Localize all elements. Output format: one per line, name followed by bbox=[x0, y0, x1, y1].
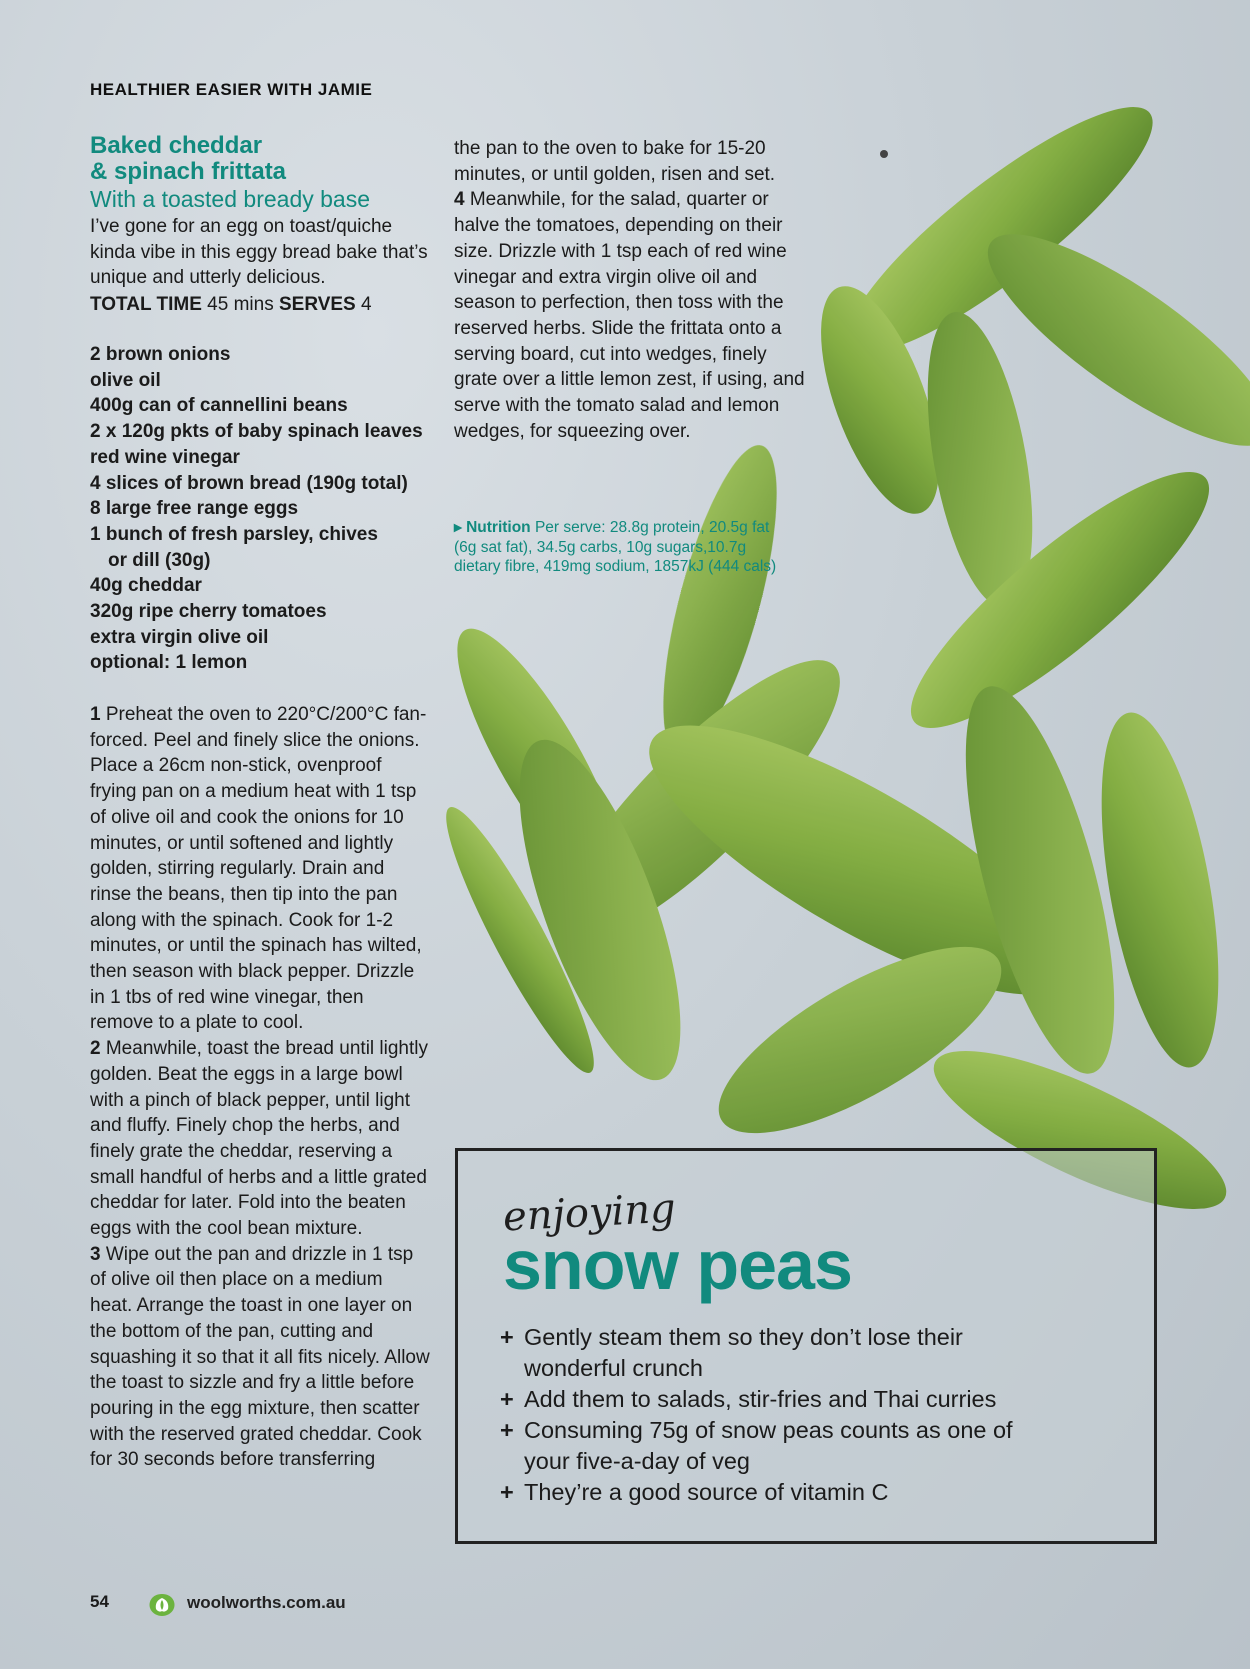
ingredient: 40g cheddar bbox=[90, 575, 202, 597]
ingredient: red wine vinegar bbox=[90, 446, 240, 468]
tip-text: Consuming 75g of snow peas counts as one of your five-a-day of veg bbox=[524, 1417, 1013, 1474]
step-text: Wipe out the pan and drizzle in 1 tsp of olive oil then place on a medium heat. Arrange the toast in one layer on the bottom of the pan, cutting and squashing it so that it all fits nicely. Allow the toast to sizzle and fry a little before pouring in the egg mixture, then scatter with the reserved grated cheddar. Cook for 30 seconds before transferring bbox=[90, 1243, 430, 1471]
recipe-title bbox=[90, 133, 430, 185]
step-text: Meanwhile, for the salad, quarter or halve the tomatoes, depending on their size. Drizzle with 1 tsp each of red wine vinegar and extra virgin olive oil and season to perfection, then toss with the reserved herbs. Slide the frittata onto a serving board, cut into wedges, finely grate over a little lemon zest, if using, and serve with the tomato salad and lemon wedges, for squeezing over. bbox=[454, 189, 805, 442]
total-time-label: TOTAL TIME bbox=[90, 294, 202, 315]
recipe-subtitle: With a toasted bready base bbox=[90, 186, 370, 212]
ingredient: 1 bunch of fresh parsley, chives bbox=[90, 523, 378, 545]
tip-item bbox=[500, 1322, 1060, 1384]
ingredient: 4 slices of brown bread (190g total) bbox=[90, 472, 408, 494]
method-step bbox=[454, 187, 814, 444]
tip-script-heading: enjoying bbox=[501, 1185, 677, 1241]
ingredients-list bbox=[90, 342, 430, 676]
tip-list bbox=[500, 1322, 1060, 1508]
woolworths-logo-icon bbox=[146, 1590, 178, 1618]
page-number: 54 bbox=[90, 1592, 109, 1611]
ingredient: 2 brown onions bbox=[90, 344, 231, 365]
ingredient: olive oil bbox=[90, 369, 161, 391]
plus-icon: + bbox=[500, 1386, 514, 1412]
step-number: 2 bbox=[90, 1038, 101, 1060]
ingredient: extra virgin olive oil bbox=[90, 626, 269, 648]
ingredient: optional: 1 lemon bbox=[90, 652, 248, 674]
step-number: 1 bbox=[90, 704, 101, 725]
step-text: Preheat the oven to 220°C/200°C fan-forced. Peel and finely slice the onions. Place a 26cm non-stick, ovenproof frying pan on a medium heat with 1 tsp of olive oil and cook the onions for 10 minutes, or until softened and lightly golden, stirring regularly. Drain and rinse the beans, then tip into the pan along with the spinach. Cook for 1-2 minutes, or until the spinach has wilted, then season with black pepper. Drizzle in 1 tbs of red wine vinegar, then remove to a plate to cool. bbox=[90, 704, 427, 1034]
method-column-2 bbox=[454, 136, 814, 444]
ingredient: 8 large free range eggs bbox=[90, 498, 299, 520]
recipe-title-line1: Baked cheddar bbox=[90, 132, 263, 159]
method-step bbox=[90, 1036, 430, 1242]
step-text: Meanwhile, toast the bread until lightly golden. Beat the eggs in a large bowl with a pinch of black pepper, until light and fluffy. Finely chop the herbs, and finely grate the cheddar, reserving a small handful of herbs and a little grated cheddar for later. Fold into the beaten eggs with the cool bean mixture. bbox=[90, 1038, 428, 1240]
ingredient: 400g can of cannellini beans bbox=[90, 395, 348, 417]
ingredient: 2 x 120g pkts of baby spinach leaves bbox=[90, 421, 423, 443]
decorative-dot bbox=[880, 150, 888, 158]
step-number: 3 bbox=[90, 1243, 101, 1265]
nutrition-label: ▸ Nutrition bbox=[454, 519, 531, 536]
tip-text: They’re a good source of vitamin C bbox=[524, 1479, 889, 1505]
tip-item bbox=[500, 1415, 1060, 1477]
tip-item bbox=[500, 1384, 1060, 1415]
recipe-intro: I’ve gone for an egg on toast/quiche kinda vibe in this eggy bread bake that’s unique and utterly delicious. bbox=[90, 216, 428, 289]
ingredient: 320g ripe cherry tomatoes bbox=[90, 601, 327, 623]
nutrition-text: Per serve: 28.8g protein, 20.5g fat (6g sat fat), 34.5g carbs, 10g sugars,10.7g dietary fibre, 419mg sodium, 1857kJ (444 cals) bbox=[454, 519, 777, 576]
plus-icon: + bbox=[500, 1324, 514, 1350]
nutrition-info bbox=[454, 518, 784, 577]
method-step-continued: the pan to the oven to bake for 15-20 minutes, or until golden, risen and set. bbox=[454, 138, 776, 185]
method-step bbox=[90, 1242, 430, 1473]
plus-icon: + bbox=[500, 1417, 514, 1443]
method-step bbox=[90, 702, 430, 1036]
recipe-meta bbox=[90, 292, 430, 318]
step-number: 4 bbox=[454, 189, 465, 211]
ingredient: or dill (30g) bbox=[108, 549, 211, 571]
section-label: HEALTHIER EASIER WITH JAMIE bbox=[90, 80, 373, 99]
footer-url-link[interactable]: woolworths.com.au bbox=[187, 1593, 346, 1612]
tip-heading: snow peas bbox=[503, 1226, 852, 1304]
tip-text: Add them to salads, stir-fries and Thai curries bbox=[524, 1386, 997, 1412]
plus-icon: + bbox=[500, 1479, 514, 1505]
method-column-1 bbox=[90, 702, 430, 1473]
serves-value: 4 bbox=[361, 294, 372, 315]
tip-text: Gently steam them so they don’t lose their wonderful crunch bbox=[524, 1324, 963, 1381]
total-time-value: 45 mins bbox=[207, 294, 274, 315]
serves-label: SERVES bbox=[278, 294, 356, 315]
recipe-title-line2: & spinach frittata bbox=[90, 158, 287, 185]
tip-item bbox=[500, 1477, 1060, 1508]
